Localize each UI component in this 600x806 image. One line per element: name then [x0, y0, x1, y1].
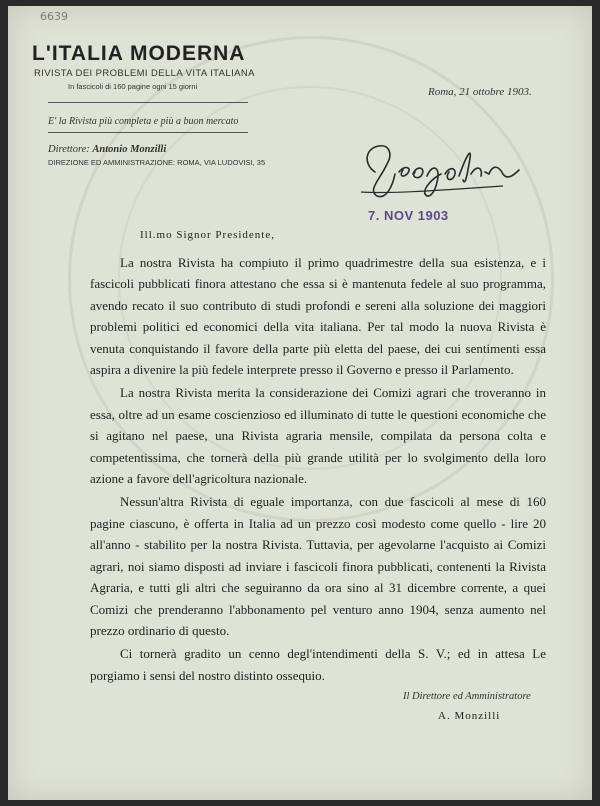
- director-line: [48, 144, 166, 155]
- director-label: Direttore:: [48, 144, 90, 155]
- signature-name: A. Monzilli: [438, 710, 501, 722]
- masthead-rule: [48, 102, 248, 103]
- body-paragraph: Ci tornerà gradito un cenno degl'intendimenti della S. V.; ed in attesa Le porgiamo i sensi del nostro distinto ossequio.: [90, 646, 546, 683]
- archive-number: 6639: [40, 10, 68, 23]
- letter-body: [90, 252, 546, 688]
- body-paragraph: La nostra Rivista merita la considerazione dei Comizi agrari che troveranno in essa, oltre ad un esame coscienzioso ed illuminato di tutte le questioni economiche che si agitano nel paese, una Rivista agraria mensile, compilata da persona colta e competentissima, che tornerà della più grande utilità per lo svolgimento della loro azione a favore dell'agricoltura nazionale.: [90, 385, 546, 487]
- letter-page: [8, 6, 592, 800]
- body-paragraph: La nostra Rivista ha compiuto il primo quadrimestre della sua esistenza, e i fascicoli pubblicati finora attestano che essa si è mantenuta fedele al suo programma, avendo recato il suo contributo di studi profondi e sereni alla soluzione dei maggiori problemi politici ed economici della vita italiana. Per tal modo la nuova Rivista è venuta conquistando il favore della parte più eletta del paese, dei cui sentimenti essa aspira a divenire la più fedele interprete presso il Governo e presso il Parlamento.: [90, 255, 546, 378]
- received-date-stamp: 7. NOV 1903: [368, 208, 449, 223]
- signature-title: Il Direttore ed Amministratore: [403, 691, 531, 702]
- masthead-title: L'ITALIA MODERNA: [32, 42, 246, 65]
- administration-address: DIREZIONE ED AMMINISTRAZIONE: ROMA, VIA LUDOVISI, 35: [48, 158, 266, 167]
- masthead-tagline: E' la Rivista più completa e più a buon mercato: [48, 116, 239, 127]
- masthead-subtitle: RIVISTA DEI PROBLEMI DELLA VITA ITALIANA: [34, 68, 255, 79]
- handwritten-annotation-graphic: [353, 134, 523, 206]
- tagline-rule: [48, 132, 248, 133]
- salutation: Ill.mo Signor Presidente,: [140, 229, 275, 241]
- body-paragraph: Nessun'altra Rivista di eguale importanza, con due fascicoli al mese di 160 pagine ciascuno, è offerta in Italia ad un prezzo così modesto come quello - lire 20 all'anno - stabilito per la nostra Rivista. Tuttavia, per agevolarne l'acquisto ai Comizi agrari, noi siamo disposti ad inviare i fascicoli finora pubblicati, contenenti la Rivista Agraria, e tutti gli altri che seguiranno da ora sino al 31 dicembre corrente, a quei Comizi che prenderanno l'abbonamento pel venturo anno 1904, senza aumento nel prezzo ordinario di questo.: [90, 494, 546, 638]
- place-date: Roma, 21 ottobre 1903.: [428, 86, 532, 98]
- masthead-issue-note: In fascicoli di 160 pagine ogni 15 giorni: [68, 82, 198, 91]
- director-name: Antonio Monzilli: [92, 144, 167, 155]
